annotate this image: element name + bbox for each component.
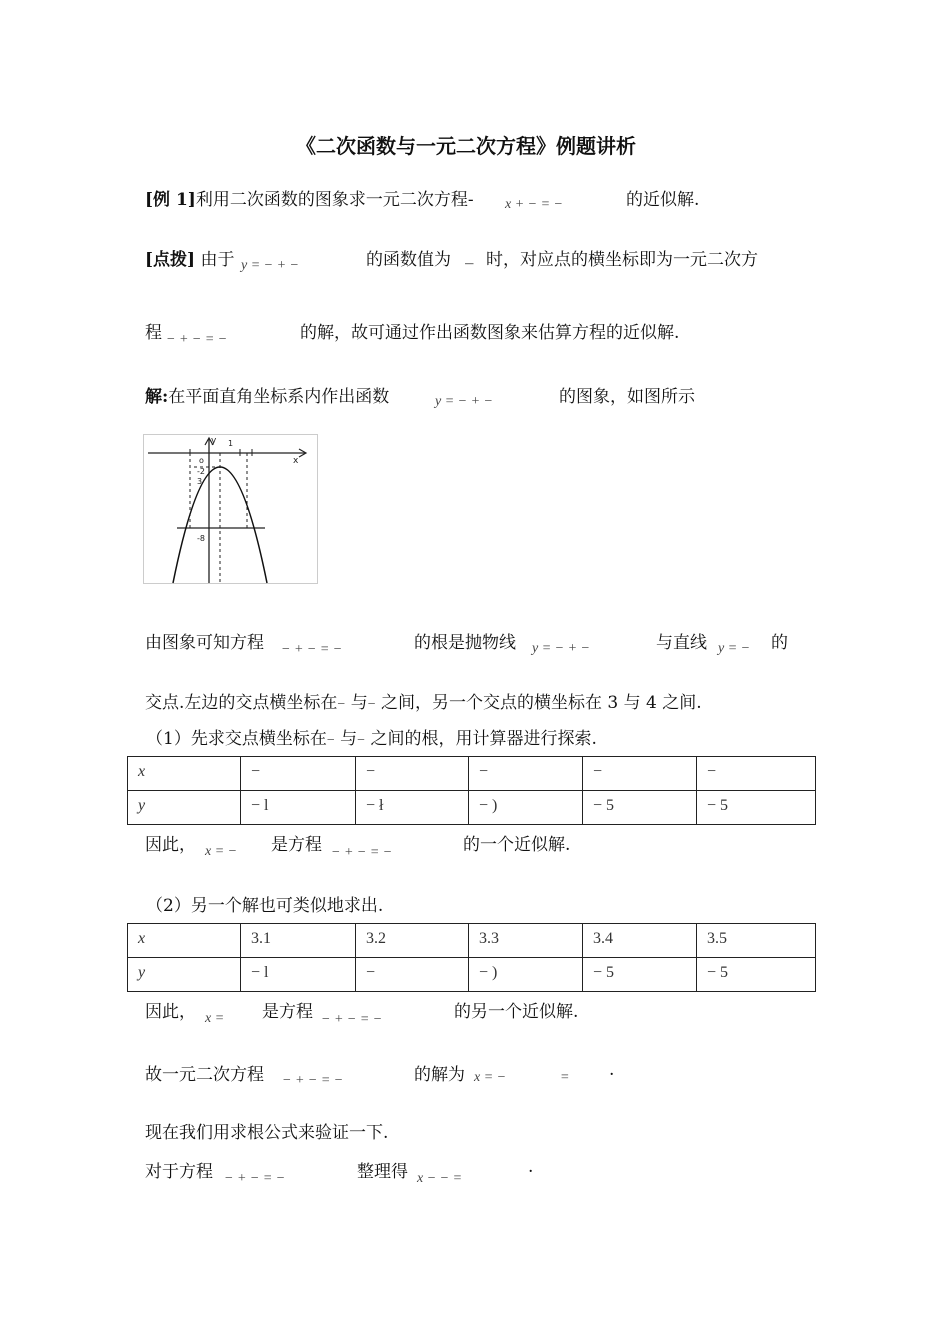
y-axis-label: y — [211, 436, 217, 446]
x-axis-label: x — [293, 456, 299, 466]
table-cell: − l — [241, 958, 356, 992]
table-cell: − l — [241, 791, 356, 825]
obs-line2-m1: − — [337, 697, 346, 712]
step2-heading: （2）另一个解也可类似地求出. — [146, 896, 384, 916]
hint-value: _ — [465, 245, 474, 265]
step1-text-c: 之间的根，用计算器进行探索. — [370, 729, 597, 749]
table-cell: − — [697, 757, 816, 791]
table-cell: 3.1 — [241, 924, 356, 958]
verify-text1: 对于方程 — [145, 1162, 213, 1182]
step1-conclusion-formula2: − + − = − — [331, 845, 393, 860]
table-cell: 3.2 — [356, 924, 469, 958]
example-text-after: 的近似解. — [626, 190, 700, 210]
final-text2: 的解为 — [414, 1065, 465, 1085]
final-formula3: = — [560, 1070, 570, 1085]
example-text: 利用二次函数的图象求一元二次方程- — [195, 190, 474, 210]
step1-table — [127, 756, 816, 825]
step1-heading — [146, 724, 597, 749]
step2-conclusion-a: 因此， — [145, 1002, 196, 1022]
obs-line2-b: 与 — [350, 693, 368, 713]
solution-tag: 解: — [145, 387, 169, 407]
table-row — [128, 757, 816, 791]
final-formula2: x = − — [474, 1070, 507, 1085]
table-header-cell: y — [128, 958, 241, 992]
table-row — [128, 791, 816, 825]
table-header-cell: x — [128, 924, 241, 958]
table-cell: − — [356, 958, 469, 992]
solution-formula: y = − + − — [435, 394, 494, 409]
hint-formula2: − + − = − — [166, 332, 228, 347]
hint-formula1: y = − + − — [241, 258, 300, 273]
verify-period: . — [528, 1157, 534, 1177]
obs-line2-m2: − — [367, 697, 376, 712]
step1-conclusion-c: 的一个近似解. — [463, 835, 571, 855]
parabola-graph — [143, 434, 318, 584]
obs-text3: 与直线 — [656, 633, 707, 653]
origin-label: o — [199, 456, 204, 465]
hint-line — [145, 245, 235, 270]
table-cell: − — [469, 757, 583, 791]
table-cell: 3.3 — [469, 924, 583, 958]
step2-conclusion-formula: x = — [205, 1011, 225, 1026]
table-cell: − 5 — [697, 958, 816, 992]
obs-line2 — [145, 688, 702, 713]
step1-conclusion-formula: x = − — [205, 844, 238, 859]
table-cell: − — [356, 757, 469, 791]
table-cell: − ł — [356, 791, 469, 825]
step2-conclusion-formula2: − + − = − — [321, 1012, 383, 1027]
step1-text-a: （1）先求交点横坐标在 — [146, 729, 327, 749]
step1-m1: − — [326, 733, 335, 748]
y-minus-3-label: 3 — [197, 477, 203, 486]
graph-frame — [144, 435, 318, 584]
y-minus-2-label: -2 — [197, 467, 205, 476]
final-period: . — [609, 1060, 615, 1080]
final-text1: 故一元二次方程 — [145, 1065, 264, 1085]
obs-line2-c: 之间，另一个交点的横坐标在 3 与 4 之间. — [381, 693, 702, 713]
final-formula1: − + − = − — [282, 1073, 344, 1088]
obs-text4: 的 — [771, 633, 788, 653]
table-row — [128, 958, 816, 992]
table-cell: − 5 — [583, 958, 697, 992]
hint-text4: 程 — [145, 323, 162, 343]
table-cell: − — [583, 757, 697, 791]
hint-tag: [点拨] — [145, 250, 196, 270]
solution-text1: 在平面直角坐标系内作出函数 — [168, 387, 390, 407]
obs-line2-a: 交点.左边的交点横坐标在 — [145, 693, 338, 713]
example-line — [145, 185, 474, 210]
table-cell: − ) — [469, 958, 583, 992]
table-row — [128, 924, 816, 958]
page-title: 《二次函数与一元二次方程》例题讲析 — [296, 134, 636, 158]
y-minus-8-label: -8 — [197, 534, 205, 543]
x-one-label: 1 — [228, 439, 234, 448]
table-cell: − 5 — [583, 791, 697, 825]
hint-text3: 时，对应点的横坐标即为一元二次方 — [486, 250, 758, 270]
step2-conclusion-c: 的另一个近似解. — [454, 1002, 579, 1022]
table-cell: 3.4 — [583, 924, 697, 958]
hint-text5: 的解，故可通过作出函数图象来估算方程的近似解. — [300, 323, 680, 343]
table-header-cell: x — [128, 757, 241, 791]
example-formula: x + − = − — [505, 197, 564, 212]
example-tag: [例 1] — [145, 190, 196, 210]
solution-line — [145, 382, 389, 407]
table-cell: − ) — [469, 791, 583, 825]
table-cell: − — [241, 757, 356, 791]
verify-formula1: − + − = − — [224, 1171, 286, 1186]
step1-m2: − — [357, 733, 366, 748]
table-cell: 3.5 — [697, 924, 816, 958]
solution-text2: 的图象，如图所示 — [559, 387, 695, 407]
hint-text2: 的函数值为 — [366, 250, 451, 270]
verify-text2: 整理得 — [357, 1162, 408, 1182]
table-cell: − 5 — [697, 791, 816, 825]
table-header-cell: y — [128, 791, 241, 825]
step2-conclusion-b: 是方程 — [262, 1002, 313, 1022]
step2-table — [127, 923, 816, 992]
obs-formula3: y = − — [718, 641, 751, 656]
step1-conclusion-b: 是方程 — [271, 835, 322, 855]
step1-text-b: 与 — [340, 729, 358, 749]
obs-formula2: y = − + − — [532, 641, 591, 656]
verify-formula2: x − − = — [417, 1171, 463, 1186]
obs-text1: 由图象可知方程 — [145, 633, 264, 653]
step1-conclusion-a: 因此， — [145, 835, 196, 855]
hint-text1: 由于 — [200, 250, 235, 270]
obs-text2: 的根是抛物线 — [414, 633, 516, 653]
obs-formula1: − + − = − — [281, 642, 343, 657]
verify-line1: 现在我们用求根公式来验证一下. — [145, 1123, 389, 1143]
